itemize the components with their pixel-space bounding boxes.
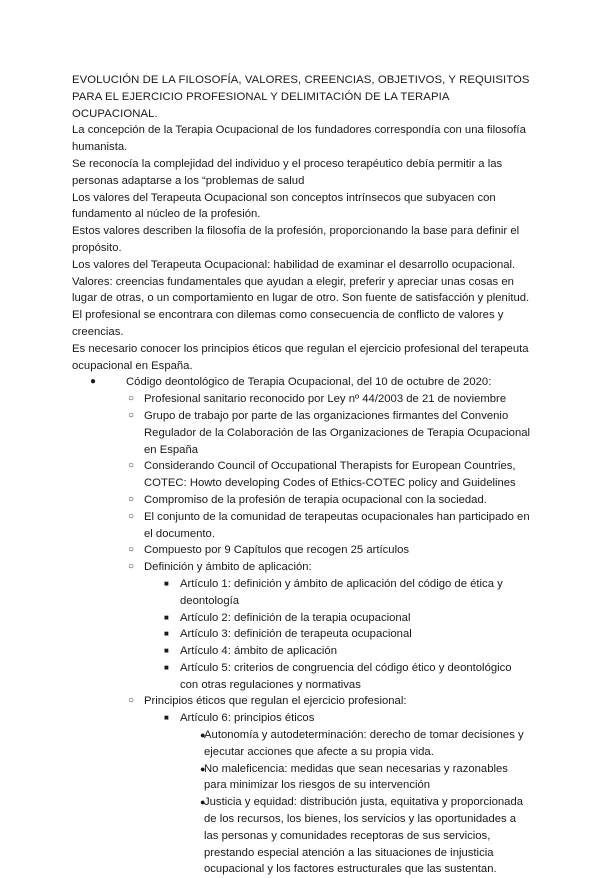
- list-item: ○ El conjunto de la comunidad de terapeutas ocupacionales han participado en el documento.: [128, 510, 530, 540]
- paragraph-8: Es necesario conocer los principios éticos que regulan el ejercicio profesional del terapeuta ocupacional en España.: [72, 342, 529, 372]
- list-item-definition: ○ Definición y ámbito de aplicación:: [72, 559, 532, 576]
- list-item-ethic: ● No maleficencia: medidas que sean necesarias y razonables para minimizar los riesgos de su intervención: [200, 762, 508, 792]
- dot-bullet-icon: ●: [200, 797, 206, 808]
- document-page: [72, 72, 532, 878]
- circle-bullet-icon: ○: [128, 544, 135, 556]
- circle-bullet-icon: ○: [128, 409, 135, 421]
- list-item: ○ Grupo de trabajo por parte de las organizaciones firmantes del Convenio Regulador de la Colaboración de las Organizaciones de Terapia Ocupacional en España: [128, 409, 531, 456]
- circle-bullet-icon: ○: [128, 493, 135, 505]
- paragraph-6: Valores: creencias fundamentales que ayudan a elegir, preferir y apreciar unas cosas en lugar de otras, o un comportamiento en lugar de otro. Son fuente de satisfacción y plenitud.: [72, 275, 530, 305]
- paragraph-7: El profesional se encontrara con dilemas como consecuencia de conflicto de valores y creencias.: [72, 309, 504, 338]
- paragraph-4: Estos valores describen la filosofía de la profesión, proporcionando la base para definir el propósito.: [72, 225, 520, 254]
- bullet-icon: ●: [90, 376, 97, 388]
- list-item-article: ■ Artículo 4: ámbito de aplicación: [72, 643, 532, 660]
- paragraph-3: Los valores del Terapeuta Ocupacional son conceptos intrínsecos que subyacen con fundamento al núcleo de la profesión.: [72, 191, 496, 221]
- list-item-article: ■ Artículo 6: principios éticos: [72, 710, 532, 727]
- circle-bullet-icon: ○: [128, 393, 135, 405]
- list-item-article: ■ Artículo 2: definición de la terapia ocupacional: [72, 610, 532, 627]
- square-bullet-icon: ■: [164, 578, 169, 588]
- list-item-article: ■ Artículo 5: criterios de congruencia del código ético y deontológico con otras regulaciones y normativas: [164, 661, 512, 691]
- paragraph-2: Se reconocía la complejidad del individuo y el proceso terapéutico debía permitir a las personas adaptarse a los “problemas de salud: [72, 157, 503, 187]
- list-item: ○ Compromiso de la profesión de terapia ocupacional con la sociedad.: [72, 492, 532, 509]
- dot-bullet-icon: ●: [200, 730, 206, 741]
- list-item-article: ■ Artículo 1: definición y ámbito de aplicación del código de ética y deontología: [164, 577, 503, 607]
- square-bullet-icon: ■: [164, 662, 169, 672]
- square-bullet-icon: ■: [164, 612, 169, 622]
- square-bullet-icon: ■: [164, 629, 169, 639]
- circle-bullet-icon: ○: [128, 510, 135, 522]
- circle-bullet-icon: ○: [128, 460, 135, 472]
- bullet-list: [72, 374, 532, 878]
- list-item-principles: ○ Principios éticos que regulan el ejercicio profesional:: [72, 693, 532, 710]
- list-item-ethic: ● Autonomía y autodeterminación: derecho de tomar decisiones y ejecutar acciones que afecte a su propia vida.: [200, 729, 524, 758]
- list-item: ○ Considerando Council of Occupational Therapists for European Countries, COTEC: Howto developing Codes of Ethics-COTEC policy and Guidelines: [128, 460, 516, 490]
- dot-bullet-icon: ●: [200, 763, 206, 774]
- square-bullet-icon: ■: [164, 646, 169, 656]
- circle-bullet-icon: ○: [128, 695, 135, 707]
- document-title: EVOLUCIÓN DE LA FILOSOFÍA, VALORES, CREENCIAS, OBJETIVOS, Y REQUISITOS PARA EL EJERCICIO PROFESIONAL Y DELIMITACIÓN DE LA TERAPIA OCUPACIONAL.: [72, 74, 530, 120]
- paragraph-5: Los valores del Terapeuta Ocupacional: habilidad de examinar el desarrollo ocupacional.: [72, 258, 516, 271]
- list-item-code: ● Código deontológico de Terapia Ocupacional, del 10 de octubre de 2020:: [72, 374, 532, 391]
- circle-bullet-icon: ○: [128, 561, 135, 573]
- list-item: ○ Profesional sanitario reconocido por Ley nº 44/2003 de 21 de noviembre: [72, 391, 532, 408]
- square-bullet-icon: ■: [164, 713, 169, 723]
- paragraph-1: La concepción de la Terapia Ocupacional de los fundadores correspondía con una filosofía humanista.: [72, 124, 526, 154]
- list-item-ethic: ● Justicia y equidad: distribución justa, equitativa y proporcionada de los recursos, los bienes, los servicios y las oportunidades a las personas y comunidades receptoras de sus servicios, prestando especial atención a las situaciones de injusticia ocupacional y los factores estructurales que las sustentan.: [200, 796, 524, 876]
- list-item: ○ Compuesto por 9 Capítulos que recogen 25 artículos: [72, 542, 532, 559]
- list-item-article: ■ Artículo 3: definición de terapeuta ocupacional: [72, 626, 532, 643]
